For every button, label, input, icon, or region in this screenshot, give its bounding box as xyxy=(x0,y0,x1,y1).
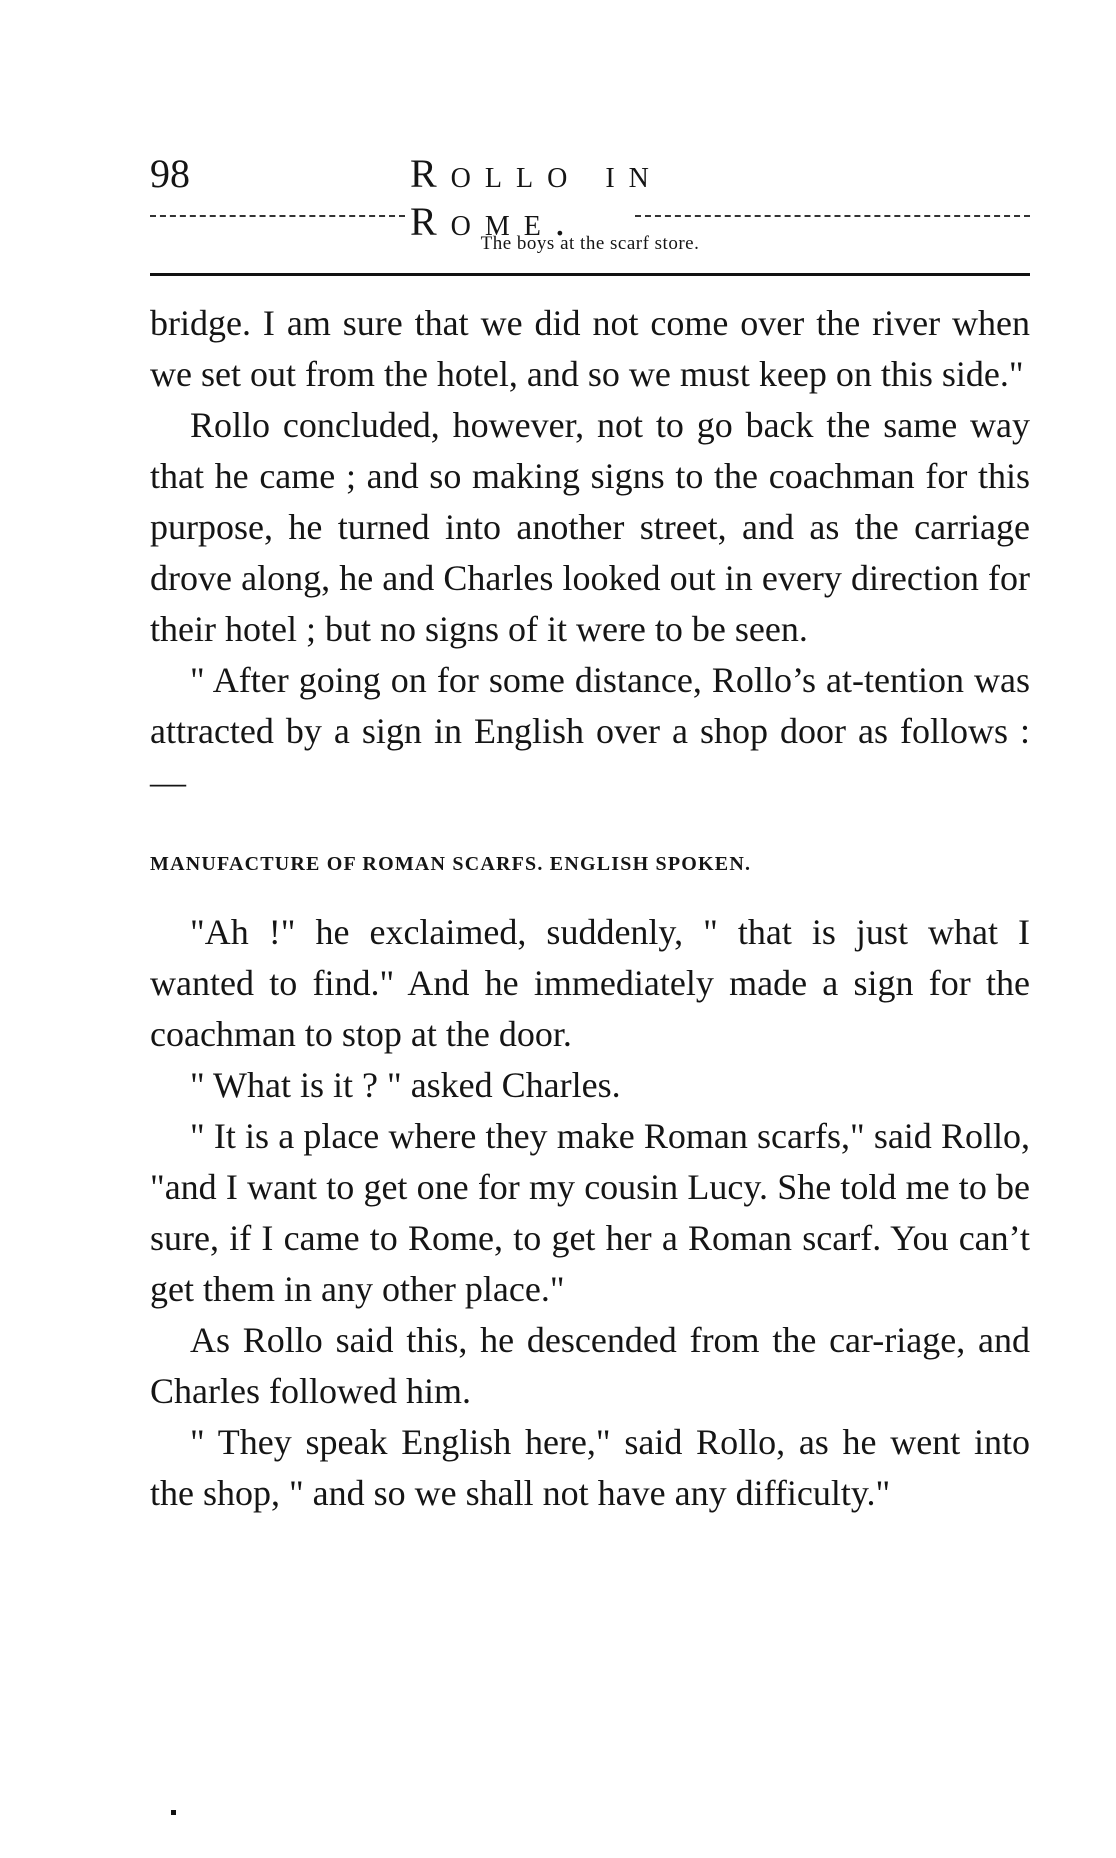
paragraph: " After going on for some distance, Rollo’s at-tention was attracted by a sign in English over a shop door as follows : — xyxy=(150,660,1030,802)
paragraph: bridge. I am sure that we did not come over the river when we set out from the hotel, and so we must keep on this side." xyxy=(150,303,1030,394)
running-title: Rollo in Rome. xyxy=(410,151,663,244)
chapter-subheading: The boys at the scarf store. xyxy=(480,233,700,254)
paragraph: Rollo concluded, however, not to go back the same way that he came ; and so making signs to the coachman for this purpose, he turned into another street, and as the carriage drove along, he and Charles looked out in every direction for their hotel ; but no signs of it were to be seen. xyxy=(150,405,1030,649)
body-text xyxy=(150,298,1030,1519)
paragraph: "Ah !" he exclaimed, suddenly, " that is just what I wanted to find." And he immediately made a sign for the coachman to stop at the door. xyxy=(150,912,1030,1054)
paragraph: " What is it ? " asked Charles. xyxy=(190,1065,621,1105)
header-rule-left xyxy=(150,215,405,217)
sign-text: MANUFACTURE OF ROMAN SCARFS. ENGLISH SPOKEN. xyxy=(150,853,752,875)
header-rule-full xyxy=(150,273,1030,276)
page-number: 98 xyxy=(150,151,190,196)
paragraph: " They speak English here," said Rollo, as he went into the shop, " and so we shall not have any difficulty." xyxy=(150,1422,1030,1513)
paragraph: As Rollo said this, he descended from the car-riage, and Charles followed him. xyxy=(150,1320,1030,1411)
paragraph: " It is a place where they make Roman scarfs," said Rollo, "and I want to get one for my cousin Lucy. She told me to be sure, if I came to Rome, to get her a Roman scarf. You can’t get them in any other place." xyxy=(150,1116,1030,1309)
header-rule-right xyxy=(635,215,1030,217)
printer-mark xyxy=(171,1810,176,1815)
